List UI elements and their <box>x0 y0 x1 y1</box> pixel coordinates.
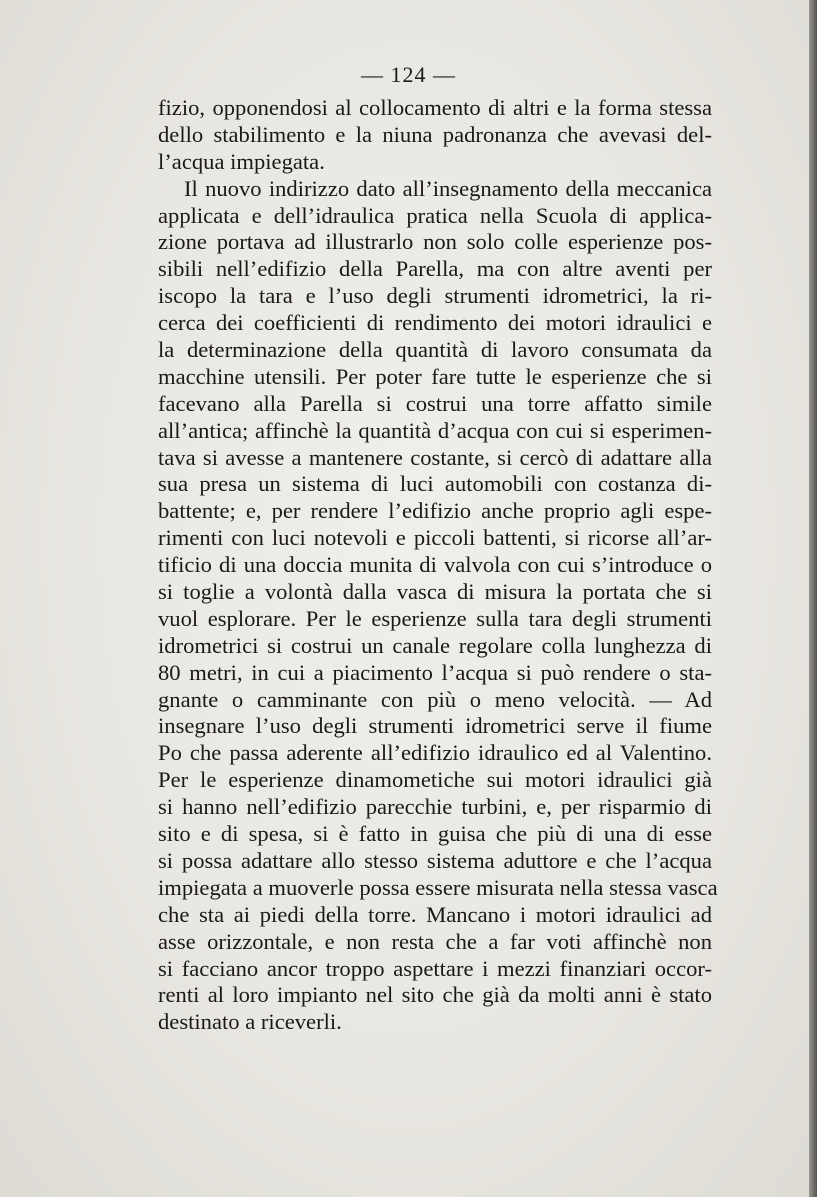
text-line: si possa adattare allo stesso sistema aduttore e che l’acqua <box>158 847 712 873</box>
body-text <box>158 95 718 1036</box>
text-line: tificio di una doccia munita di valvola con cui s’introduce o <box>158 552 712 578</box>
page-edge-shadow <box>809 0 817 1197</box>
text-line: sua presa un sistema di luci automobili con costanza di- <box>158 471 712 497</box>
text-line: tava si avesse a mantenere costante, si cercò di adattare alla <box>158 444 712 470</box>
page-number: — 124 — <box>361 62 456 87</box>
text-line: zione portava ad illustrarlo non solo colle esperienze pos- <box>158 229 712 255</box>
text-line: impiegata a muoverle possa essere misurata nella stessa vasca <box>158 874 718 900</box>
text-line: Per le esperienze dinamometiche sui motori idraulici già <box>158 767 712 793</box>
text-line: dello stabilimento e la niuna padronanza che avevasi del- <box>158 121 712 147</box>
text-line: che sta ai piedi della torre. Mancano i motori idraulici ad <box>158 901 712 927</box>
text-line: Il nuovo indirizzo dato all’insegnamento della meccanica <box>184 175 712 201</box>
text-line: vuol esplorare. Per le esperienze sulla tara degli strumenti <box>158 605 712 631</box>
text-line: si hanno nell’edifizio parecchie turbini, e, per risparmio di <box>158 794 712 820</box>
text-line: applicata e dell’idraulica pratica nella Scuola di applica- <box>158 202 712 228</box>
text-line: asse orizzontale, e non resta che a far voti affinchè non <box>158 928 712 954</box>
text-line: si toglie a volontà dalla vasca di misura la portata che si <box>158 579 712 605</box>
text-line: macchine utensili. Per poter fare tutte le esperienze che si <box>158 363 712 389</box>
text-line: rimenti con luci notevoli e piccoli battenti, si ricorse all’ar- <box>158 525 712 551</box>
text-line: renti al loro impianto nel sito che già da molti anni è stato <box>158 982 712 1008</box>
text-line: facevano alla Parella si costrui una torre affatto simile <box>158 390 712 416</box>
text-line: la determinazione della quantità di lavoro consumata da <box>158 337 712 363</box>
text-line: gnante o camminante con più o meno velocità. — Ad <box>158 686 712 712</box>
text-line: iscopo la tara e l’uso degli strumenti idrometrici, la ri- <box>158 283 712 309</box>
text-line: sito e di spesa, si è fatto in guisa che più di una di esse <box>158 821 712 847</box>
text-line: insegnare l’uso degli strumenti idrometrici serve il fiume <box>158 713 712 739</box>
text-line: cerca dei coefficienti di rendimento dei motori idraulici e <box>158 310 712 336</box>
text-line: 80 metri, in cui a piacimento l’acqua si può rendere o sta- <box>158 659 712 685</box>
text-line: destinato a riceverli. <box>158 1009 342 1035</box>
text-line: si facciano ancor troppo aspettare i mezzi finanziari occor- <box>158 955 712 981</box>
text-line: fizio, opponendosi al collocamento di altri e la forma stessa <box>158 95 712 120</box>
text-line: battente; e, per rendere l’edifizio anche proprio agli espe- <box>158 498 712 524</box>
text-line: Po che passa aderente all’edifizio idraulico ed al Valentino. <box>158 740 712 766</box>
text-line: idrometrici si costrui un canale regolare colla lunghezza di <box>158 632 712 658</box>
text-line: l’acqua impiegata. <box>158 148 325 174</box>
text-line: all’antica; affinchè la quantità d’acqua con cui si esperimen- <box>158 417 712 443</box>
text-line: sibili nell’edifizio della Parella, ma con altre aventi per <box>158 256 712 282</box>
